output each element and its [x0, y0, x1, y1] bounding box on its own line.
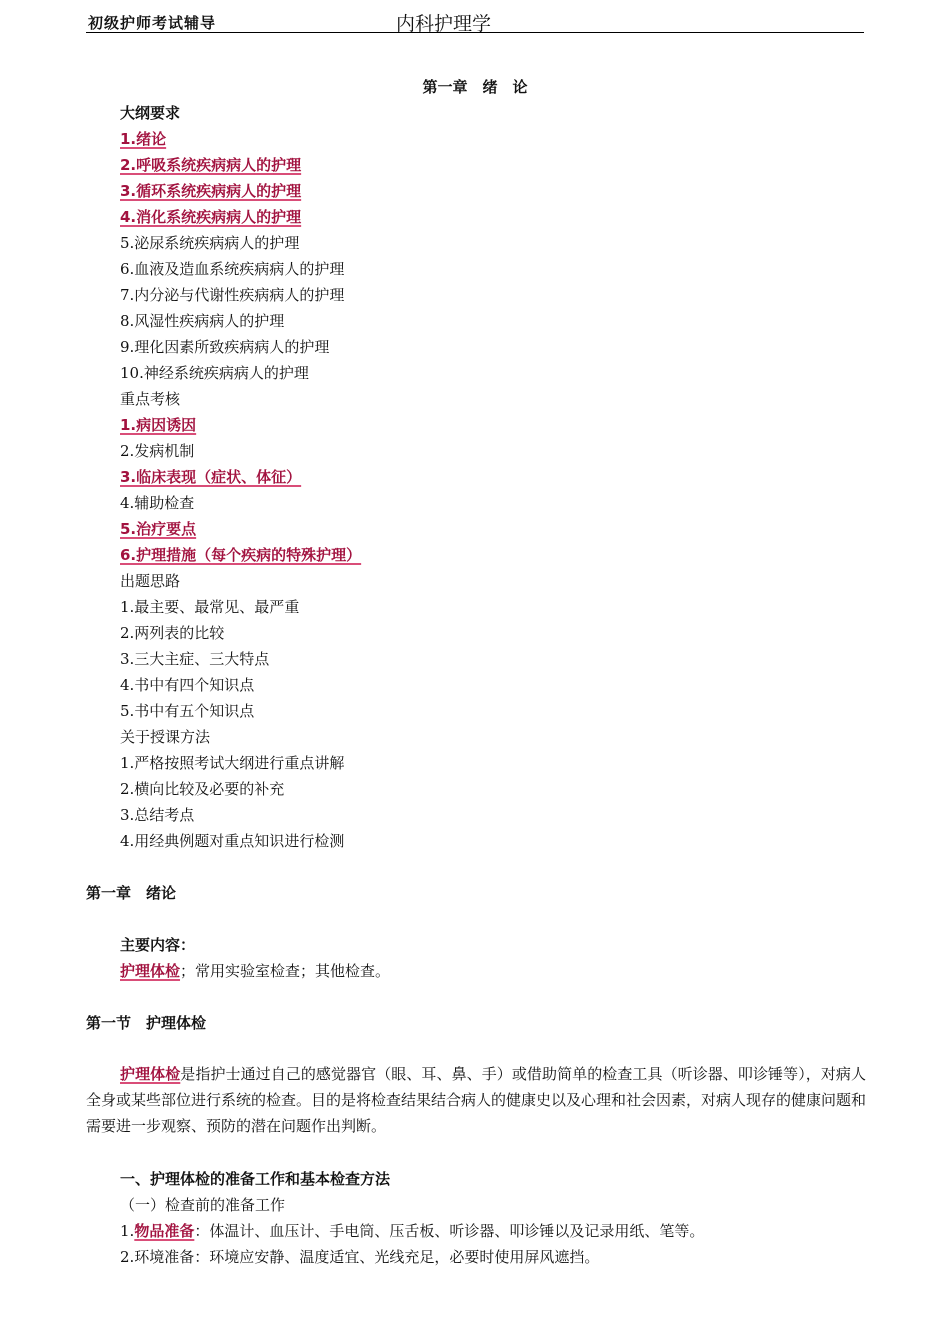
- outline-list: [120, 100, 740, 854]
- outline-heading-syllabus: 大纲要求: [120, 104, 181, 122]
- key-point-item: 6.护理措施（每个疾病的特殊护理）: [120, 546, 362, 564]
- prep-item-2: 2.环境准备：环境应安静、温度适宜、光线充足，必要时使用屏风遮挡。: [120, 1248, 600, 1266]
- prep-item-1-num: 1.: [120, 1222, 135, 1240]
- syllabus-item: 3.循环系统疾病病人的护理: [120, 182, 302, 200]
- syllabus-item: 9.理化因素所致疾病病人的护理: [120, 338, 330, 356]
- outline-heading-teaching: 关于授课方法: [120, 728, 211, 746]
- syllabus-item: 7.内分泌与代谢性疾病病人的护理: [120, 286, 345, 304]
- teaching-method-item: 2.横向比较及必要的补充: [120, 780, 285, 798]
- question-idea-item: 1.最主要、最常见、最严重: [120, 598, 300, 616]
- chapter-title: 第一章 绪 论: [422, 78, 528, 96]
- syllabus-item: 5.泌尿系统疾病病人的护理: [120, 234, 300, 252]
- key-point-item: 1.病因诱因: [120, 416, 197, 434]
- syllabus-item: 1.绪论: [120, 130, 167, 148]
- main-content-highlight: 护理体检: [120, 962, 181, 980]
- paragraph-term: 护理体检: [120, 1065, 181, 1083]
- subsection-sub1: （一）检查前的准备工作: [120, 1196, 286, 1214]
- syllabus-item: 10.神经系统疾病病人的护理: [120, 364, 309, 382]
- chapter-heading: 第一章 绪论: [86, 884, 177, 902]
- syllabus-item: 4.消化系统疾病病人的护理: [120, 208, 302, 226]
- syllabus-item: 6.血液及造血系统疾病病人的护理: [120, 260, 345, 278]
- header-center-title: 内科护理学: [396, 13, 492, 35]
- prep-item-1: [120, 1218, 704, 1244]
- question-idea-item: 3.三大主症、三大特点: [120, 650, 270, 668]
- key-point-item: 5.治疗要点: [120, 520, 197, 538]
- syllabus-item: 2.呼吸系统疾病病人的护理: [120, 156, 302, 174]
- main-content-label: 主要内容：: [120, 936, 196, 954]
- question-idea-item: 2.两列表的比较: [120, 624, 225, 642]
- intro-paragraph: [86, 1061, 866, 1139]
- section-heading: 第一节 护理体检: [86, 1014, 207, 1032]
- subsection-title: 一、护理体检的准备工作和基本检查方法: [120, 1170, 391, 1188]
- header-left-title: 初级护师考试辅导: [88, 14, 217, 32]
- prep-item-1-highlight: 物品准备: [134, 1222, 195, 1240]
- outline-heading-question-ideas: 出题思路: [120, 572, 181, 590]
- main-content-line: [120, 958, 390, 984]
- prep-item-1-rest: ：体温计、血压计、手电筒、压舌板、听诊器、叩诊锤以及记录用纸、笔等。: [194, 1222, 705, 1240]
- header-rule: [86, 32, 864, 33]
- teaching-method-item: 4.用经典例题对重点知识进行检测: [120, 832, 345, 850]
- question-idea-item: 4.书中有四个知识点: [120, 676, 255, 694]
- main-content-rest: ；常用实验室检查；其他检查。: [180, 962, 391, 980]
- key-point-item: 3.临床表现（症状、体征）: [120, 468, 302, 486]
- paragraph-text: 是指护士通过自己的感觉器官（眼、耳、鼻、手）或借助简单的检查工具（听诊器、叩诊锤等），对病人全身或某些部位进行系统的检查。目的是将检查结果结合病人的健康史以及心理和社会因素，对病人现存的健康问题和需要进一步观察、预防的潜在问题作出判断。: [86, 1065, 867, 1135]
- teaching-method-item: 1.严格按照考试大纲进行重点讲解: [120, 754, 345, 772]
- key-point-item: 4.辅助检查: [120, 494, 195, 512]
- teaching-method-item: 3.总结考点: [120, 806, 195, 824]
- syllabus-item: 8.风湿性疾病病人的护理: [120, 312, 285, 330]
- key-point-item: 2.发病机制: [120, 442, 195, 460]
- question-idea-item: 5.书中有五个知识点: [120, 702, 255, 720]
- outline-heading-key-points: 重点考核: [120, 390, 181, 408]
